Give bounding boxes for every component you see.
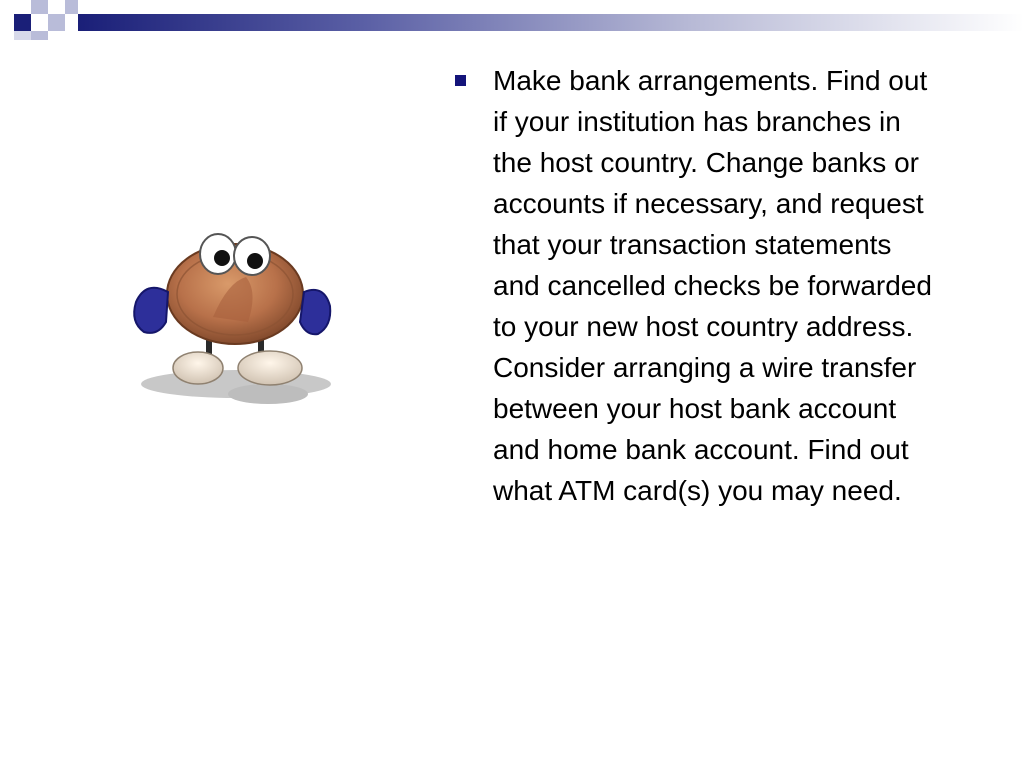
decor-square-light	[65, 0, 78, 14]
coin-mascot-icon	[118, 222, 344, 412]
bullet-item	[455, 60, 955, 511]
decor-square-light	[14, 31, 31, 40]
square-bullet-icon	[455, 75, 466, 86]
decor-square-light	[48, 14, 65, 31]
slide-content	[455, 60, 955, 511]
header-decoration	[0, 0, 1024, 40]
decor-square-light	[31, 31, 48, 40]
bullet-text: Make bank arrangements. Find out if your institution has branches in the host country. Change banks or accounts if necessary, and request that your transaction statements and cancelled checks be forwarded to your new host country address. Consider arranging a wire transfer between your host bank account and home bank account. Find out what ATM card(s) you may need.	[493, 65, 932, 506]
decor-square-light	[31, 0, 48, 14]
decor-square-navy	[14, 14, 31, 31]
header-gradient-bar	[78, 14, 1024, 31]
